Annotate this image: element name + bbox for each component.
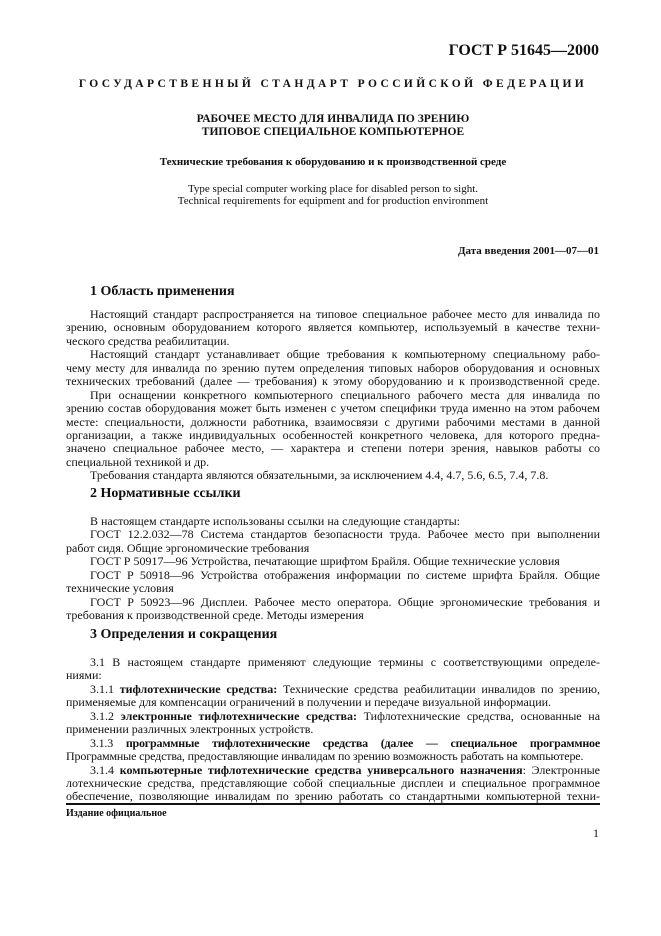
introduction-date: Дата введения 2001—07—01: [457, 245, 599, 257]
title-line: ТИПОВОЕ СПЕЦИАЛЬНОЕ КОМПЬЮТЕРНОЕ: [201, 126, 465, 138]
section-1-heading: 1 Область применения: [90, 284, 235, 299]
text-line: технические условия: [66, 581, 174, 596]
english-title-line: Technical requirements for equipment and for production environment: [177, 195, 489, 207]
document-subtitle: Технические требования к оборудованию и к производственной среде: [159, 156, 507, 168]
text-line: 3.1 В настоящем стандарте применяют следующие термины с соответствующими определе-: [90, 656, 600, 669]
state-standard-banner: ГОСУДАРСТВЕННЫЙ СТАНДАРТ РОССИЙСКОЙ ФЕДЕРАЦИИ: [78, 78, 588, 90]
term-3-1-3: 3.1.3 программные тифлотехнические средства (далее — специальное программное: [90, 736, 600, 750]
text-line: применяемые для компенсации ограничений в получении и передаче визуальной информации.: [66, 695, 552, 710]
term-3-1-2: 3.1.2 электронные тифлотехнические средства: Тифлотехнические средства, основанные на: [90, 709, 600, 723]
text-line: требования к производственной среде. Методы измерения: [66, 608, 364, 623]
section-3-body: [66, 656, 600, 804]
gost-number: ГОСТ Р 51645—2000: [448, 42, 599, 59]
text-line: лотехнические средства, представляющие собой специальные дисплеи и специальное программное: [66, 777, 600, 790]
text-line: Программные средства, предоставляющие инвалидам по зрению возможность работать на компьютере.: [66, 749, 584, 764]
text-line: ниями:: [66, 668, 102, 683]
english-title-line: Type special computer working place for disabled person to sight.: [187, 183, 479, 195]
page-number: 1: [593, 826, 599, 840]
section-1-body: [66, 308, 600, 483]
term-3-1-4: 3.1.4 компьютерные тифлотехнические средства универсального назначения: Электронные: [90, 763, 600, 777]
english-title: [66, 183, 600, 207]
text-line: Настоящий стандарт распространяется на типовое специальное рабочее место для инвалида по: [90, 308, 600, 321]
text-line: В настоящем стандарте использованы ссылки на следующие стандарты:: [90, 514, 461, 528]
text-line: работ сидя. Общие эргономические требования: [66, 540, 310, 555]
text-line: ГОСТ Р 50923—96 Дисплеи. Рабочее место оператора. Общие эргономические требования и: [90, 595, 600, 609]
text-line: ГОСТ Р 50918—96 Устройства отображения информации по системе шрифта Брайля. Общие: [90, 568, 600, 582]
text-line: обеспечение, позволяющие инвалидам по зрению работать со стандартными компьютерной техни-: [66, 790, 600, 804]
text-line: организации, а также индивидуальных особенностей конкретного человека, для которого предна-: [66, 428, 600, 442]
document-title: [66, 113, 600, 139]
official-edition-label: Издание официальное: [66, 808, 167, 819]
title-line: РАБОЧЕЕ МЕСТО ДЛЯ ИНВАЛИДА ПО ЗРЕНИЮ: [196, 113, 470, 125]
text-line: зрению, основным оборудованием которого является компьютер, используемый в качестве техни-: [66, 321, 600, 335]
text-line: месте: специальности, должности работника, взаимосвязи с другими рабочими местами в данной: [66, 415, 600, 429]
text-line: применении различных электронных устройств.: [66, 722, 314, 737]
text-line: технических требований (далее — требования) к этому оборудованию и к производственной среде.: [66, 375, 600, 389]
text-line: значено специальное рабочее место, — характера и степени потери зрения, навыков работы со: [66, 442, 600, 456]
footer-rule: [66, 803, 600, 805]
section-3-heading: 3 Определения и сокращения: [90, 627, 278, 642]
text-line: ГОСТ Р 50917—96 Устройства, печатающие шрифтом Брайля. Общие технические условия: [90, 554, 560, 569]
section-2-heading: 2 Нормативные ссылки: [90, 486, 241, 501]
text-line: При оснащении конкретного компьютерного специального рабочего места для инвалида по: [90, 388, 600, 402]
text-line: ГОСТ 12.2.032—78 Система стандартов безопасности труда. Рабочее место при выполнении: [90, 528, 600, 542]
term-3-1-1: 3.1.1 тифлотехнические средства: Технические средства реабилитации инвалидов по зрению,: [90, 682, 600, 696]
text-line: ческого средства реабилитации.: [66, 333, 230, 348]
section-2-body: [66, 515, 600, 623]
text-line: зрению состав оборудования может быть изменен с учетом специфики труда именно на этом рабочем: [66, 402, 600, 416]
text-line: специальной техникой и др.: [66, 454, 210, 469]
text-line: чему месту для инвалида по зрению путем определения типовых наборов оборудования и основных: [66, 361, 600, 375]
text-line: Настоящий стандарт устанавливает общие требования к компьютерному специальному рабо-: [90, 348, 600, 362]
text-line: Требования стандарта являются обязательными, за исключением 4.4, 4.7, 5.6, 6.5, 7.4, 7.8.: [90, 468, 549, 483]
